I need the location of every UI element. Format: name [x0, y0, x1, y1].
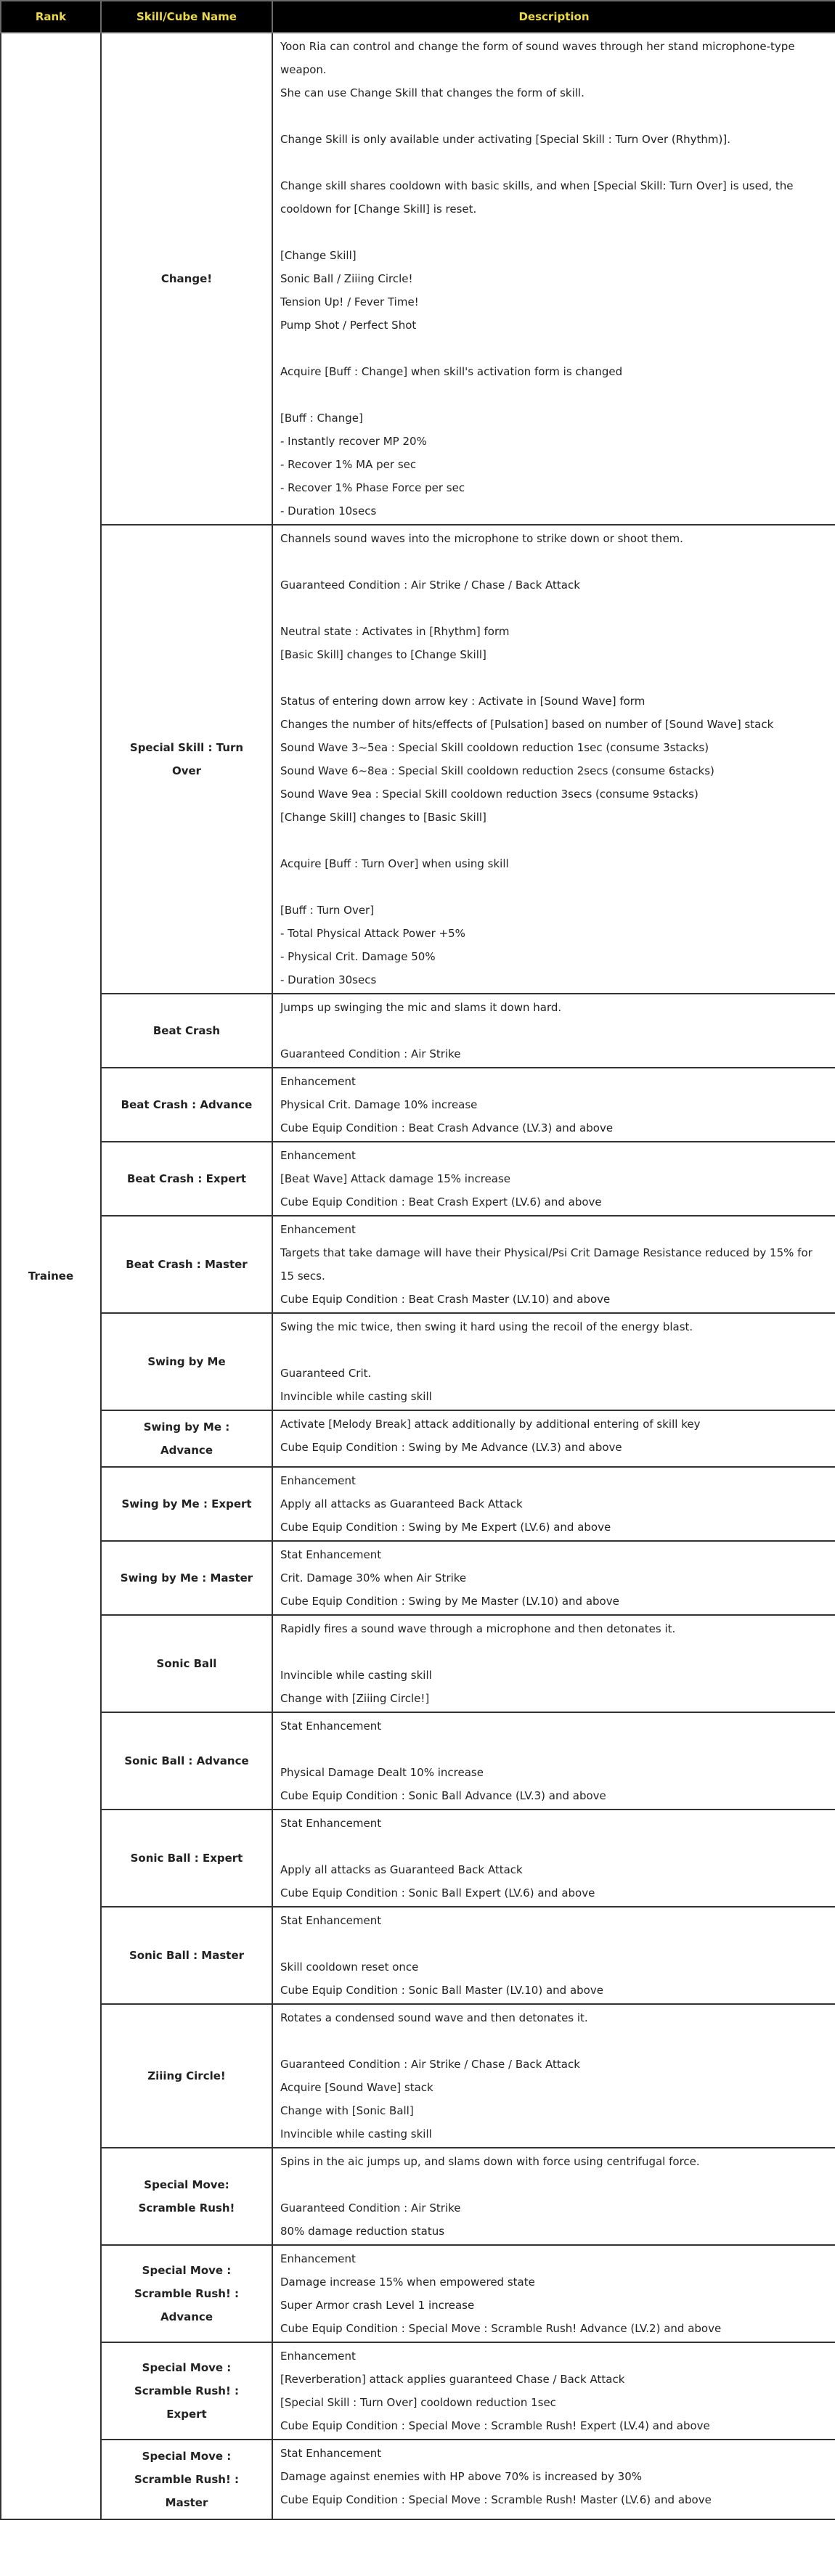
description-line — [280, 597, 828, 620]
skill-name-cell: Beat Crash : Master — [101, 1216, 272, 1313]
table-row — [1, 1907, 835, 2004]
skill-name-header: Skill/Cube Name — [101, 1, 272, 33]
description-line — [280, 337, 828, 360]
rank-cell: Trainee — [1, 33, 101, 2519]
description-line: Status of entering down arrow key : Activate in [Sound Wave] form — [280, 695, 645, 708]
table-row — [1, 2440, 835, 2519]
description-cell — [272, 1467, 835, 1541]
description-line: Crit. Damage 30% when Air Strike — [280, 1571, 467, 1585]
description-line — [280, 1019, 828, 1042]
description-line: Cube Equip Condition : Beat Crash Expert (LV.6) and above — [280, 1195, 602, 1209]
description-line: Damage increase 15% when empowered state — [280, 2276, 535, 2289]
skill-name-cell: Special Move: Scramble Rush! — [101, 2148, 272, 2245]
description-line: Physical Damage Dealt 10% increase — [280, 1766, 484, 1779]
description-line: Cube Equip Condition : Sonic Ball Master (LV.10) and above — [280, 1984, 603, 1997]
description-line: Invincible while casting skill — [280, 2127, 432, 2140]
description-cell — [272, 1410, 835, 1467]
description-cell — [272, 525, 835, 994]
description-cell — [272, 2004, 835, 2148]
description-line — [280, 105, 828, 128]
description-cell — [272, 1216, 835, 1313]
description-line: - Duration 30secs — [280, 973, 377, 986]
description-line — [280, 829, 828, 852]
description-cell — [272, 1142, 835, 1216]
description-line: Changes the number of hits/effects of [Pulsation] based on number of [Sound Wave] stack — [280, 718, 774, 731]
description-line: Acquire [Buff : Change] when skill's activation form is changed — [280, 365, 623, 378]
description-line: Sound Wave 3~5ea : Special Skill cooldown reduction 1sec (consume 3stacks) — [280, 741, 709, 754]
description-cell — [272, 2342, 835, 2440]
description-line: Acquire [Sound Wave] stack — [280, 2081, 433, 2094]
description-line: Enhancement — [280, 1223, 356, 1236]
table-row — [1, 1712, 835, 1810]
description-line — [280, 2173, 828, 2196]
description-line — [280, 151, 828, 174]
description-line: Sound Wave 9ea : Special Skill cooldown reduction 3secs (consume 9stacks) — [280, 788, 698, 801]
description-line: Activate [Melody Break] attack additionally by additional entering of skill key — [280, 1418, 701, 1431]
description-line: Spins in the aic jumps up, and slams down with force using centrifugal force. — [280, 2155, 700, 2168]
description-line — [280, 666, 828, 690]
description-line: Change with [Ziiing Circle!] — [280, 1692, 430, 1705]
description-line: Cube Equip Condition : Special Move : Scramble Rush! Expert (LV.4) and above — [280, 2419, 710, 2432]
description-line — [280, 1738, 828, 1761]
description-cell — [272, 1712, 835, 1810]
description-cell — [272, 2440, 835, 2519]
rank-header: Rank — [1, 1, 101, 33]
description-line — [280, 221, 828, 244]
table-row — [1, 1541, 835, 1615]
description-line — [280, 1338, 828, 1362]
table-row — [1, 2148, 835, 2245]
description-line: Enhancement — [280, 2350, 356, 2363]
table-row — [1, 525, 835, 994]
description-line: Guaranteed Condition : Air Strike — [280, 2201, 461, 2215]
table-row — [1, 1467, 835, 1541]
description-line: - Duration 10secs — [280, 504, 377, 518]
skill-name-cell: Swing by Me : Advance — [101, 1410, 272, 1467]
description-line: Jumps up swinging the mic and slams it down hard. — [280, 1001, 562, 1014]
skill-name-cell: Special Move : Scramble Rush! : Master — [101, 2440, 272, 2519]
description-line: Tension Up! / Fever Time! — [280, 295, 419, 308]
description-line: [Special Skill : Turn Over] cooldown reduction 1sec — [280, 2396, 556, 2409]
description-line: Targets that take damage will have their Physical/Psi Crit Damage Resistance reduced by 15% for 15 secs. — [280, 1246, 816, 1283]
description-cell — [272, 1313, 835, 1410]
skill-name-cell: Swing by Me : Master — [101, 1541, 272, 1615]
description-line: Skill cooldown reset once — [280, 1960, 419, 1974]
description-line: Stat Enhancement — [280, 1914, 382, 1927]
description-line: Damage against enemies with HP above 70% is increased by 30% — [280, 2470, 642, 2483]
description-line: Guaranteed Crit. — [280, 1367, 372, 1380]
description-line: Channels sound waves into the microphone to strike down or shoot them. — [280, 532, 683, 545]
description-line: Cube Equip Condition : Swing by Me Expert (LV.6) and above — [280, 1521, 611, 1534]
description-line: Invincible while casting skill — [280, 1390, 432, 1403]
description-line — [280, 550, 828, 573]
description-line: Change skill shares cooldown with basic skills, and when [Special Skill: Turn Over] is used, the cooldown for [Change Skill] is reset. — [280, 179, 797, 216]
table-body — [1, 33, 835, 2519]
description-cell — [272, 994, 835, 1068]
description-line: Cube Equip Condition : Special Move : Scramble Rush! Master (LV.6) and above — [280, 2493, 712, 2506]
description-line: She can use Change Skill that changes the form of skill. — [280, 86, 584, 99]
description-line: - Recover 1% MA per sec — [280, 458, 417, 471]
skill-name-cell: Sonic Ball — [101, 1615, 272, 1712]
table-row — [1, 1615, 835, 1712]
skill-name-cell: Swing by Me : Expert — [101, 1467, 272, 1541]
description-line: Physical Crit. Damage 10% increase — [280, 1098, 478, 1111]
skill-name-cell: Special Move : Scramble Rush! : Advance — [101, 2245, 272, 2342]
description-line: Enhancement — [280, 2252, 356, 2265]
header-row — [1, 1, 835, 33]
table-row — [1, 2342, 835, 2440]
skill-name-cell: Swing by Me — [101, 1313, 272, 1410]
description-line: Change with [Sonic Ball] — [280, 2104, 414, 2117]
description-line — [280, 383, 828, 406]
table-row — [1, 2004, 835, 2148]
description-line: - Total Physical Attack Power +5% — [280, 927, 465, 940]
description-line: Neutral state : Activates in [Rhythm] form — [280, 625, 510, 638]
skill-name-cell: Change! — [101, 33, 272, 525]
description-line: Guaranteed Condition : Air Strike / Chase / Back Attack — [280, 578, 580, 592]
description-line: Apply all attacks as Guaranteed Back Attack — [280, 1497, 523, 1510]
skill-name-cell: Special Move : Scramble Rush! : Expert — [101, 2342, 272, 2440]
table-row — [1, 2245, 835, 2342]
table-row — [1, 33, 835, 525]
description-line: [Change Skill] changes to [Basic Skill] — [280, 811, 486, 824]
description-line — [280, 1835, 828, 1858]
description-line: Cube Equip Condition : Swing by Me Master (LV.10) and above — [280, 1595, 619, 1608]
description-header: Description — [272, 1, 835, 33]
description-line: Pump Shot / Perfect Shot — [280, 319, 417, 332]
table-row — [1, 1068, 835, 1142]
skill-name-cell: Beat Crash — [101, 994, 272, 1068]
table-row — [1, 1810, 835, 1907]
description-line: Cube Equip Condition : Special Move : Scramble Rush! Advance (LV.2) and above — [280, 2322, 722, 2335]
description-line: Swing the mic twice, then swing it hard using the recoil of the energy blast. — [280, 1320, 693, 1333]
description-line: 80% damage reduction status — [280, 2225, 445, 2238]
description-cell — [272, 1907, 835, 2004]
table-row — [1, 1216, 835, 1313]
description-line: Change Skill is only available under activating [Special Skill : Turn Over (Rhythm)]. — [280, 133, 731, 146]
description-line: Cube Equip Condition : Sonic Ball Advance (LV.3) and above — [280, 1789, 606, 1802]
skill-name-cell: Ziiing Circle! — [101, 2004, 272, 2148]
skill-name-cell: Sonic Ball : Master — [101, 1907, 272, 2004]
description-line: Acquire [Buff : Turn Over] when using skill — [280, 857, 509, 870]
description-cell — [272, 33, 835, 525]
description-line: - Instantly recover MP 20% — [280, 435, 427, 448]
description-cell — [272, 1068, 835, 1142]
description-line: Cube Equip Condition : Sonic Ball Expert (LV.6) and above — [280, 1886, 595, 1900]
skill-name-cell: Sonic Ball : Expert — [101, 1810, 272, 1907]
description-line: - Recover 1% Phase Force per sec — [280, 481, 465, 494]
description-line: [Beat Wave] Attack damage 15% increase — [280, 1172, 511, 1185]
description-line: [Basic Skill] changes to [Change Skill] — [280, 648, 486, 661]
description-line: Invincible while casting skill — [280, 1669, 432, 1682]
description-cell — [272, 2148, 835, 2245]
description-line: [Change Skill] — [280, 249, 357, 262]
description-line: Stat Enhancement — [280, 1720, 382, 1733]
description-line: Apply all attacks as Guaranteed Back Attack — [280, 1863, 523, 1876]
description-cell — [272, 2245, 835, 2342]
description-line: - Physical Crit. Damage 50% — [280, 950, 436, 963]
description-line: Enhancement — [280, 1474, 356, 1487]
description-line: Cube Equip Condition : Swing by Me Advance (LV.3) and above — [280, 1441, 622, 1454]
description-line — [280, 1640, 828, 1664]
description-line: Rapidly fires a sound wave through a microphone and then detonates it. — [280, 1622, 676, 1635]
description-line: [Buff : Turn Over] — [280, 904, 375, 917]
description-line: Sound Wave 6~8ea : Special Skill cooldown reduction 2secs (consume 6stacks) — [280, 764, 714, 777]
description-line: Enhancement — [280, 1149, 356, 1162]
skill-name-cell: Special Skill : Turn Over — [101, 525, 272, 994]
description-line: Sonic Ball / Ziiing Circle! — [280, 272, 413, 285]
description-line: Enhancement — [280, 1075, 356, 1088]
description-line — [280, 875, 828, 899]
description-line: Cube Equip Condition : Beat Crash Master (LV.10) and above — [280, 1293, 611, 1306]
description-line: Stat Enhancement — [280, 1817, 382, 1830]
description-line: Yoon Ria can control and change the form of sound waves through her stand microphone-type weapon. — [280, 40, 799, 76]
table-row — [1, 994, 835, 1068]
description-line: Stat Enhancement — [280, 2447, 382, 2460]
description-cell — [272, 1810, 835, 1907]
description-line: Guaranteed Condition : Air Strike — [280, 1047, 461, 1060]
description-line — [280, 1932, 828, 1955]
description-cell — [272, 1615, 835, 1712]
skill-name-cell: Beat Crash : Expert — [101, 1142, 272, 1216]
table-row — [1, 1313, 835, 1410]
description-line — [280, 2029, 828, 2053]
table-row — [1, 1142, 835, 1216]
description-line: Rotates a condensed sound wave and then detonates it. — [280, 2011, 588, 2024]
skill-name-cell: Beat Crash : Advance — [101, 1068, 272, 1142]
description-line: [Reverberation] attack applies guaranteed Chase / Back Attack — [280, 2373, 625, 2386]
description-line: Super Armor crash Level 1 increase — [280, 2299, 475, 2312]
description-line: Stat Enhancement — [280, 1548, 382, 1561]
description-line: [Buff : Change] — [280, 412, 363, 425]
description-line: Guaranteed Condition : Air Strike / Chase / Back Attack — [280, 2058, 580, 2071]
description-cell — [272, 1541, 835, 1615]
description-line: Cube Equip Condition : Beat Crash Advance (LV.3) and above — [280, 1121, 614, 1134]
skill-name-cell: Sonic Ball : Advance — [101, 1712, 272, 1810]
table-row — [1, 1410, 835, 1467]
